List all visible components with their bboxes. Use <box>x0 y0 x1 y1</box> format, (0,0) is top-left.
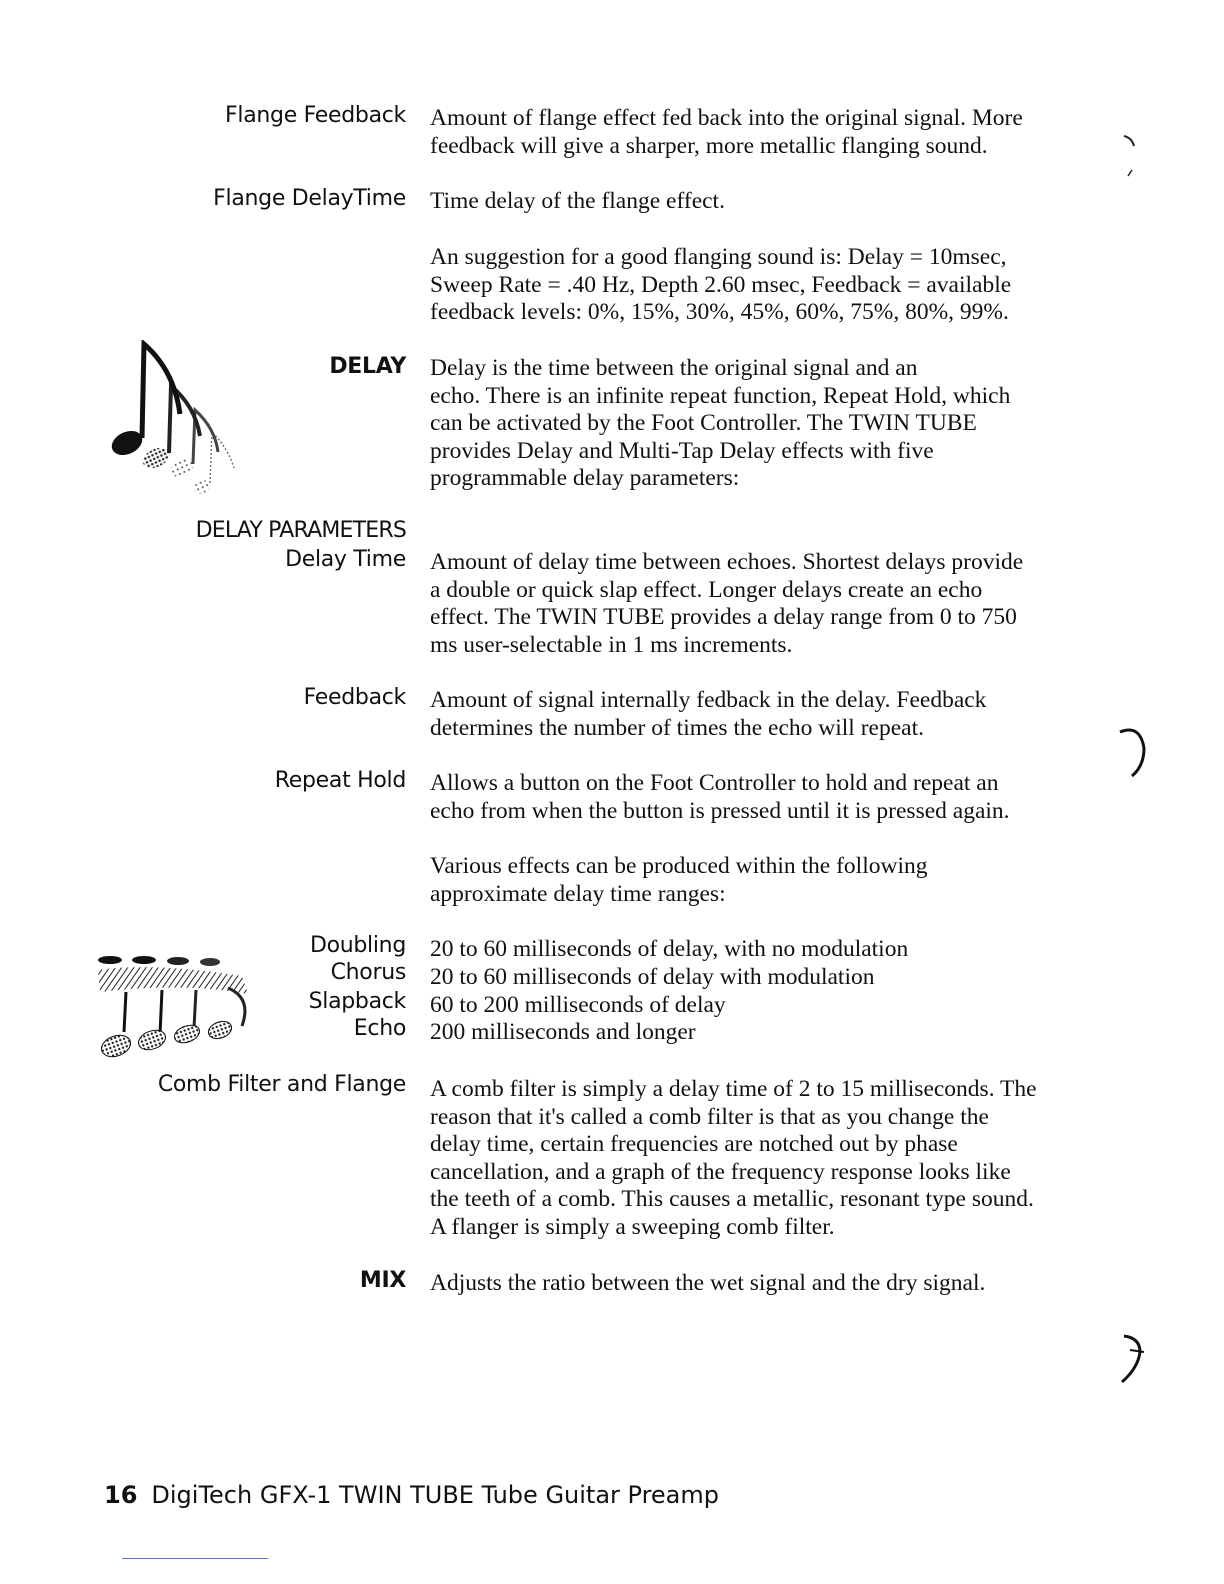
text-line: An suggestion for a good flanging sound is: Delay = 10msec, <box>430 244 1007 270</box>
slapback-label: Slapback <box>308 989 406 1014</box>
repeat-hold-label: Repeat Hold <box>274 768 406 793</box>
doubling-range <box>430 936 1140 964</box>
delay-description <box>430 355 1140 493</box>
text-line: reason that it's called a comb filter is that as you change the <box>430 1103 989 1130</box>
text-line: 20 to 60 milliseconds of delay, with no modulation <box>430 936 909 962</box>
doubling-label: Doubling <box>309 933 406 958</box>
text-line: A flanger is simply a sweeping comb filter. <box>430 1213 835 1240</box>
text-line: 60 to 200 milliseconds of delay <box>430 992 726 1018</box>
text-line: ms user-selectable in 1 ms increments. <box>430 631 793 658</box>
text-line: approximate delay time ranges: <box>430 880 726 907</box>
flange-delay-time-description <box>430 188 1140 216</box>
comb-filter-description <box>430 1076 1140 1241</box>
flange-delay-time-label: Flange DelayTime <box>213 186 406 211</box>
flange-feedback-description <box>430 105 1140 160</box>
text-line: determines the number of times the echo will repeat. <box>430 714 924 741</box>
text-line: Adjusts the ratio between the wet signal and the dry signal. <box>430 1270 986 1296</box>
feedback-label: Feedback <box>303 685 406 710</box>
comb-filter-label: Comb Filter and Flange <box>157 1072 406 1097</box>
text-line: 20 to 60 milliseconds of delay with modulation <box>430 964 875 990</box>
text-line: feedback levels: 0%, 15%, 30%, 45%, 60%, 75%, 80%, 99%. <box>430 299 1009 325</box>
flange-feedback-label: Flange Feedback <box>225 103 406 128</box>
mix-heading: MIX <box>359 1268 406 1293</box>
text-line: A comb filter is simply a delay time of 2 to 15 milliseconds. The <box>430 1076 1037 1102</box>
text-line: can be activated by the Foot Controller. The TWIN TUBE <box>430 410 977 436</box>
delay-heading: DELAY <box>329 354 406 379</box>
ranges-intro-paragraph <box>430 853 1140 908</box>
text-line: delay time, certain frequencies are notched out by phase <box>430 1131 958 1157</box>
text-line: a double or quick slap effect. Longer delays create an echo <box>430 576 983 603</box>
feedback-description <box>430 687 1140 742</box>
text-line: Delay is the time between the original signal and an <box>430 355 918 381</box>
echoing-music-notes-icon <box>100 340 250 500</box>
flange-suggestion-paragraph <box>430 244 1140 327</box>
page-number: 16 <box>104 1481 138 1509</box>
footer-title: DigiTech GFX-1 TWIN TUBE Tube Guitar Preamp <box>151 1481 720 1509</box>
text-line: Allows a button on the Foot Controller to hold and repeat an <box>430 770 999 796</box>
delay-time-label: Delay Time <box>285 547 406 572</box>
text-line: echo from when the button is pressed until it is pressed again. <box>430 797 1010 824</box>
text-line: 200 milliseconds and longer <box>430 1019 696 1045</box>
text-line: Amount of flange effect fed back into the original signal. More <box>430 105 1023 131</box>
text-line: echo. There is an infinite repeat function, Repeat Hold, which <box>430 382 1011 409</box>
slapback-range <box>430 992 1140 1020</box>
text-line: provides Delay and Multi-Tap Delay effects with five <box>430 437 934 464</box>
text-line: Various effects can be produced within the following <box>430 853 928 879</box>
delay-parameters-heading: DELAY PARAMETERS <box>195 518 406 543</box>
scan-mark-icon <box>1110 720 1160 790</box>
text-line: cancellation, and a graph of the frequency response looks like <box>430 1158 1011 1185</box>
text-line: feedback will give a sharper, more metallic flanging sound. <box>430 132 988 159</box>
repeat-hold-description <box>430 770 1140 825</box>
scan-mark-icon <box>1118 130 1158 180</box>
delay-time-description <box>430 549 1140 659</box>
echo-label: Echo <box>353 1016 406 1041</box>
footer-rule <box>122 1558 268 1559</box>
mix-description <box>430 1270 1140 1298</box>
text-line: Time delay of the flange effect. <box>430 188 725 214</box>
text-line: Amount of delay time between echoes. Shortest delays provide <box>430 549 1024 575</box>
chorus-range <box>430 964 1140 992</box>
text-line: the teeth of a comb. This causes a metallic, resonant type sound. <box>430 1186 1034 1212</box>
chorus-label: Chorus <box>330 960 406 985</box>
page-footer <box>104 1480 719 1510</box>
echo-range <box>430 1019 1140 1047</box>
scan-mark-icon <box>1110 1328 1160 1388</box>
text-line: effect. The TWIN TUBE provides a delay range from 0 to 750 <box>430 604 1017 630</box>
text-line: programmable delay parameters: <box>430 465 740 491</box>
text-line: Amount of signal internally fedback in the delay. Feedback <box>430 687 987 713</box>
multi-tap-music-notes-icon <box>92 948 262 1060</box>
text-line: Sweep Rate = .40 Hz, Depth 2.60 msec, Feedback = available <box>430 271 1012 298</box>
